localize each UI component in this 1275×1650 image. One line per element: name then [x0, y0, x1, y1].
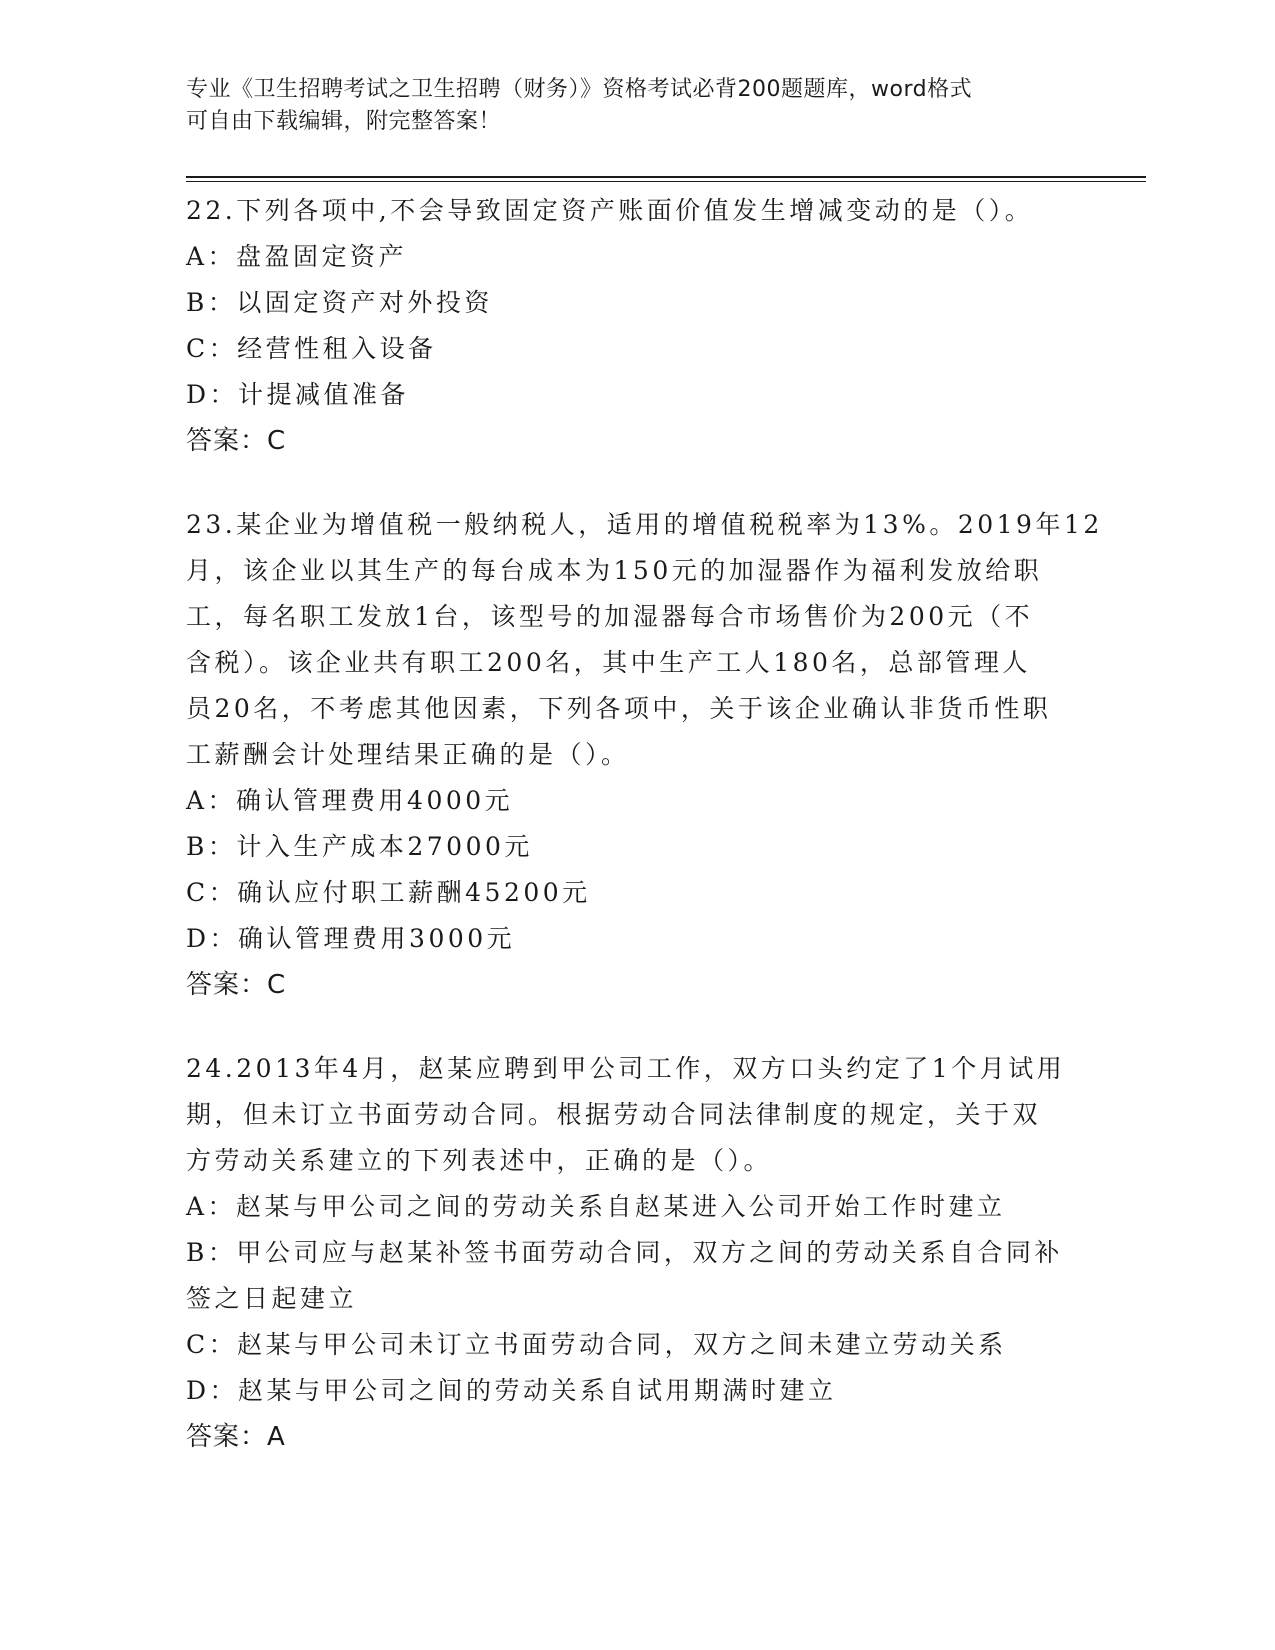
question-stem: 员20名，不考虑其他因素，下列各项中，关于该企业确认非货币性职 [186, 694, 1052, 723]
option-d: D：计提减值准备 [186, 380, 410, 409]
question-22 [186, 188, 1086, 464]
option-a: A：赵某与甲公司之间的劳动关系自赵某进入公司开始工作时建立 [186, 1192, 1006, 1221]
document-header [186, 74, 1066, 138]
question-stem: 24.2013年4月，赵某应聘到甲公司工作，双方口头约定了1个月试用 [186, 1054, 1066, 1083]
answer-label: 答案：A [186, 1422, 286, 1452]
question-stem: 方劳动关系建立的下列表述中，正确的是（）。 [186, 1146, 773, 1175]
question-stem: 月，该企业以其生产的每台成本为150元的加湿器作为福利发放给职 [186, 556, 1043, 585]
question-list [186, 188, 1103, 1498]
option-c: C：确认应付职工薪酬45200元 [186, 878, 591, 907]
question-stem: 工薪酬会计处理结果正确的是（）。 [186, 740, 630, 769]
header-line-2: 可自由下载编辑，附完整答案！ [186, 109, 502, 134]
option-c: C：经营性租入设备 [186, 334, 437, 363]
answer-label: 答案：C [186, 426, 287, 456]
option-a: A：确认管理费用4000元 [186, 786, 514, 815]
option-b: B：计入生产成本27000元 [186, 832, 533, 861]
option-b-continued: 签之日起建立 [186, 1284, 358, 1313]
option-d: D：确认管理费用3000元 [186, 924, 516, 953]
question-24 [186, 1046, 1086, 1460]
option-b: B：以固定资产对外投资 [186, 288, 493, 317]
header-divider-thick [186, 176, 1146, 178]
option-d: D：赵某与甲公司之间的劳动关系自试用期满时建立 [186, 1376, 837, 1405]
header-divider-thin [186, 181, 1146, 182]
question-stem: 工，每名职工发放1台，该型号的加湿器每合市场售价为200元（不 [186, 602, 1034, 631]
question-23 [186, 502, 1103, 1008]
question-stem: 22.下列各项中,不会导致固定资产账面价值发生增减变动的是（）。 [186, 196, 1034, 225]
question-stem: 23.某企业为增值税一般纳税人，适用的增值税税率为13%。2019年12 [186, 510, 1103, 539]
option-a: A：盘盈固定资产 [186, 242, 408, 271]
header-line-1: 专业《卫生招聘考试之卫生招聘（财务）》资格考试必背200题题库，word格式 [186, 77, 973, 102]
option-c: C：赵某与甲公司未订立书面劳动合同，双方之间未建立劳动关系 [186, 1330, 1007, 1359]
answer-label: 答案：C [186, 970, 287, 1000]
question-stem: 含税）。该企业共有职工200名，其中生产工人180名，总部管理人 [186, 648, 1031, 677]
question-stem: 期，但未订立书面劳动合同。根据劳动合同法律制度的规定，关于双 [186, 1100, 1042, 1129]
option-b: B：甲公司应与赵某补签书面劳动合同，双方之间的劳动关系自合同补 [186, 1238, 1063, 1267]
